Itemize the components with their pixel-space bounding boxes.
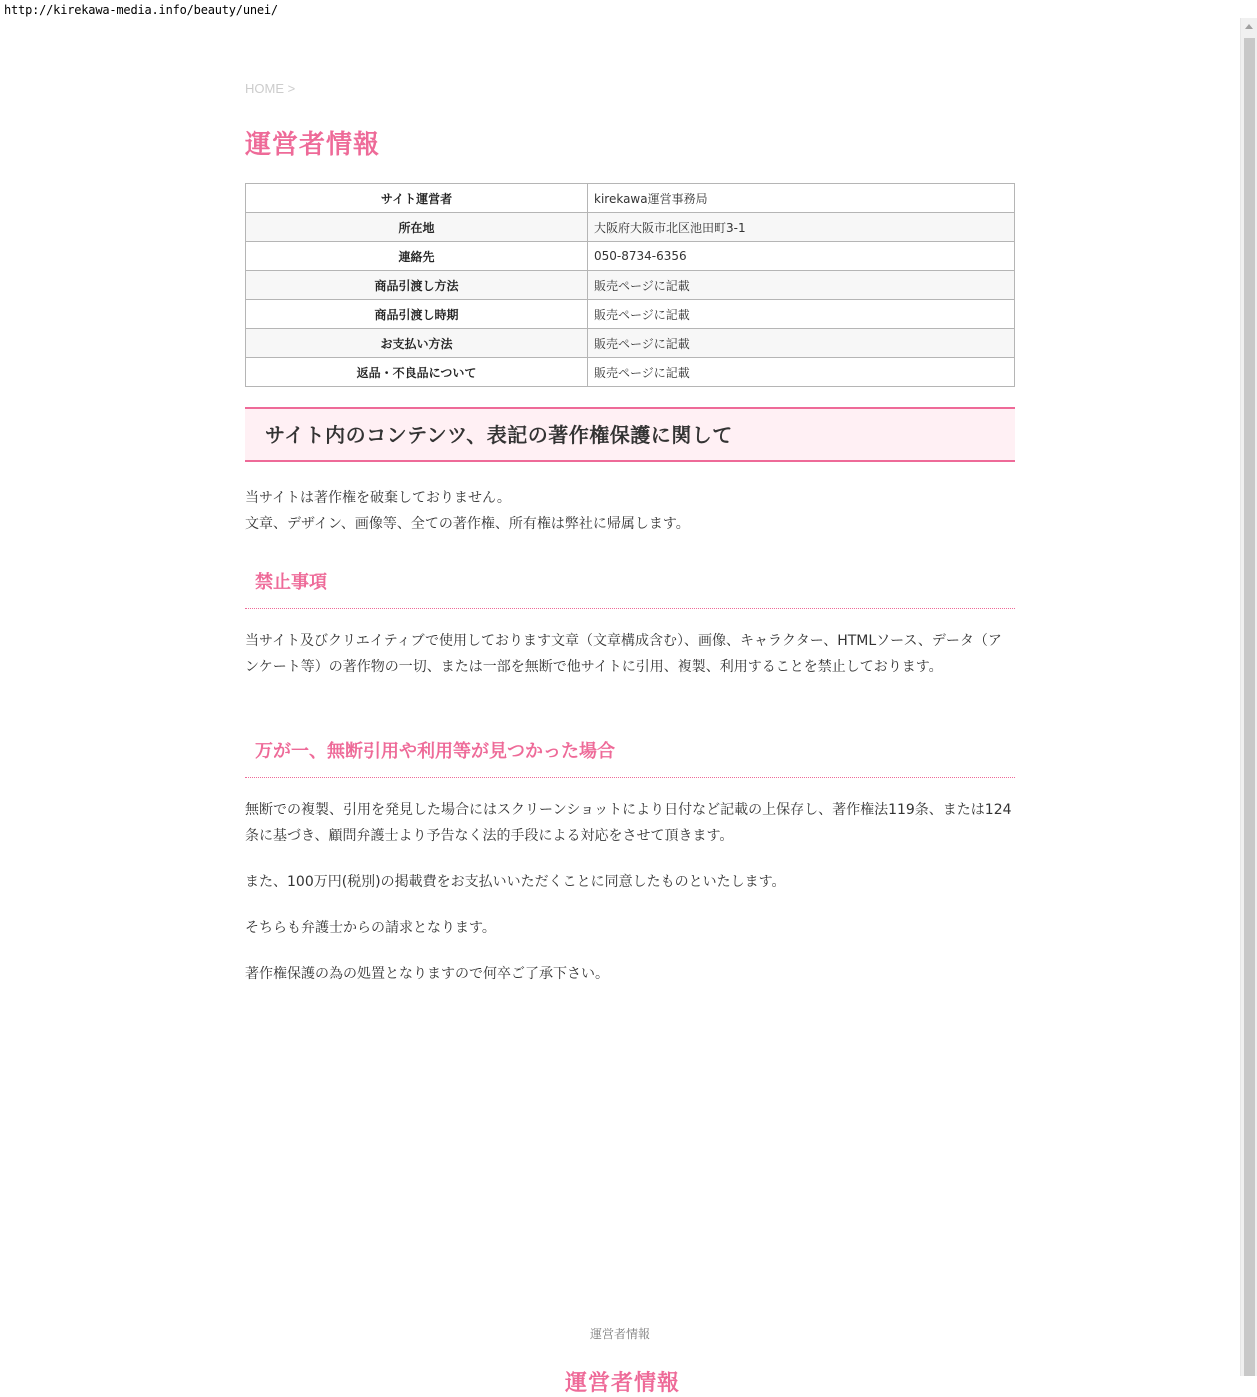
scroll-up-icon[interactable] [1245, 24, 1253, 29]
breadcrumb [245, 81, 295, 96]
row-value: 販売ページに記載 [588, 271, 1015, 300]
row-label: 連絡先 [246, 242, 588, 271]
table-row [246, 358, 1015, 387]
row-label: お支払い方法 [246, 329, 588, 358]
vertical-scrollbar[interactable] [1240, 18, 1257, 1376]
row-value: 販売ページに記載 [588, 358, 1015, 387]
row-label: 返品・不良品について [246, 358, 588, 387]
prohibited-text: 当サイト及びクリエイティブで使用しております文章（文章構成含む）、画像、キャラクター、HTMLソース、データ（アンケート等）の著作物の一切、または一部を無断で他サイトに引用、複製、利用することを禁止しております。 [245, 633, 1002, 675]
page-title: 運営者情報 [245, 130, 381, 160]
table-row [246, 242, 1015, 271]
violation-paragraph-3: そちらも弁護士からの請求となります。 [245, 920, 496, 936]
violation-heading: 万が一、無断引用や利用等が見つかった場合 [245, 738, 1015, 778]
table-row [246, 329, 1015, 358]
row-label: 商品引渡し方法 [246, 271, 588, 300]
table-row [246, 271, 1015, 300]
footer-operator-link[interactable]: 運営者情報 [590, 1327, 651, 1341]
operator-info-table [245, 183, 1015, 387]
table-row [246, 213, 1015, 242]
breadcrumb-separator: > [287, 81, 296, 96]
violation-paragraph-1: 無断での複製、引用を発見した場合にはスクリーンショットにより日付など記載の上保存し、著作権法119条、または124条に基づき、顧問弁護士より予告なく法的手段による対応をさせて頂きます。 [245, 802, 1012, 844]
row-value: kirekawa運営事務局 [588, 184, 1015, 213]
copyright-intro-line1: 当サイトは著作権を破棄しておりません。 [245, 490, 511, 506]
table-row [246, 184, 1015, 213]
row-label: 商品引渡し時期 [246, 300, 588, 329]
violation-paragraph-2: また、100万円(税別)の掲載費をお支払いいただくことに同意したものといたします。 [245, 874, 786, 890]
row-value: 大阪府大阪市北区池田町3-1 [588, 213, 1015, 242]
copyright-intro-line2: 文章、デザイン、画像等、全ての著作権、所有権は弊社に帰属します。 [245, 516, 690, 532]
row-value: 050-8734-6356 [588, 242, 1015, 271]
row-value: 販売ページに記載 [588, 300, 1015, 329]
footer-site-title: 運営者情報 [565, 1371, 681, 1396]
row-label: サイト運営者 [246, 184, 588, 213]
copyright-intro [245, 485, 1015, 537]
prohibited-heading: 禁止事項 [245, 569, 1015, 609]
breadcrumb-home-link[interactable]: HOME [245, 81, 284, 96]
violation-paragraph-4: 著作権保護の為の処置となりますので何卒ご了承下さい。 [245, 966, 609, 982]
row-value: 販売ページに記載 [588, 329, 1015, 358]
row-label: 所在地 [246, 213, 588, 242]
copyright-heading: サイト内のコンテンツ、表記の著作権保護に関して [245, 407, 1015, 462]
scroll-thumb[interactable] [1244, 38, 1255, 1376]
table-row [246, 300, 1015, 329]
url-text: http://kirekawa-media.info/beauty/unei/ [4, 3, 278, 17]
